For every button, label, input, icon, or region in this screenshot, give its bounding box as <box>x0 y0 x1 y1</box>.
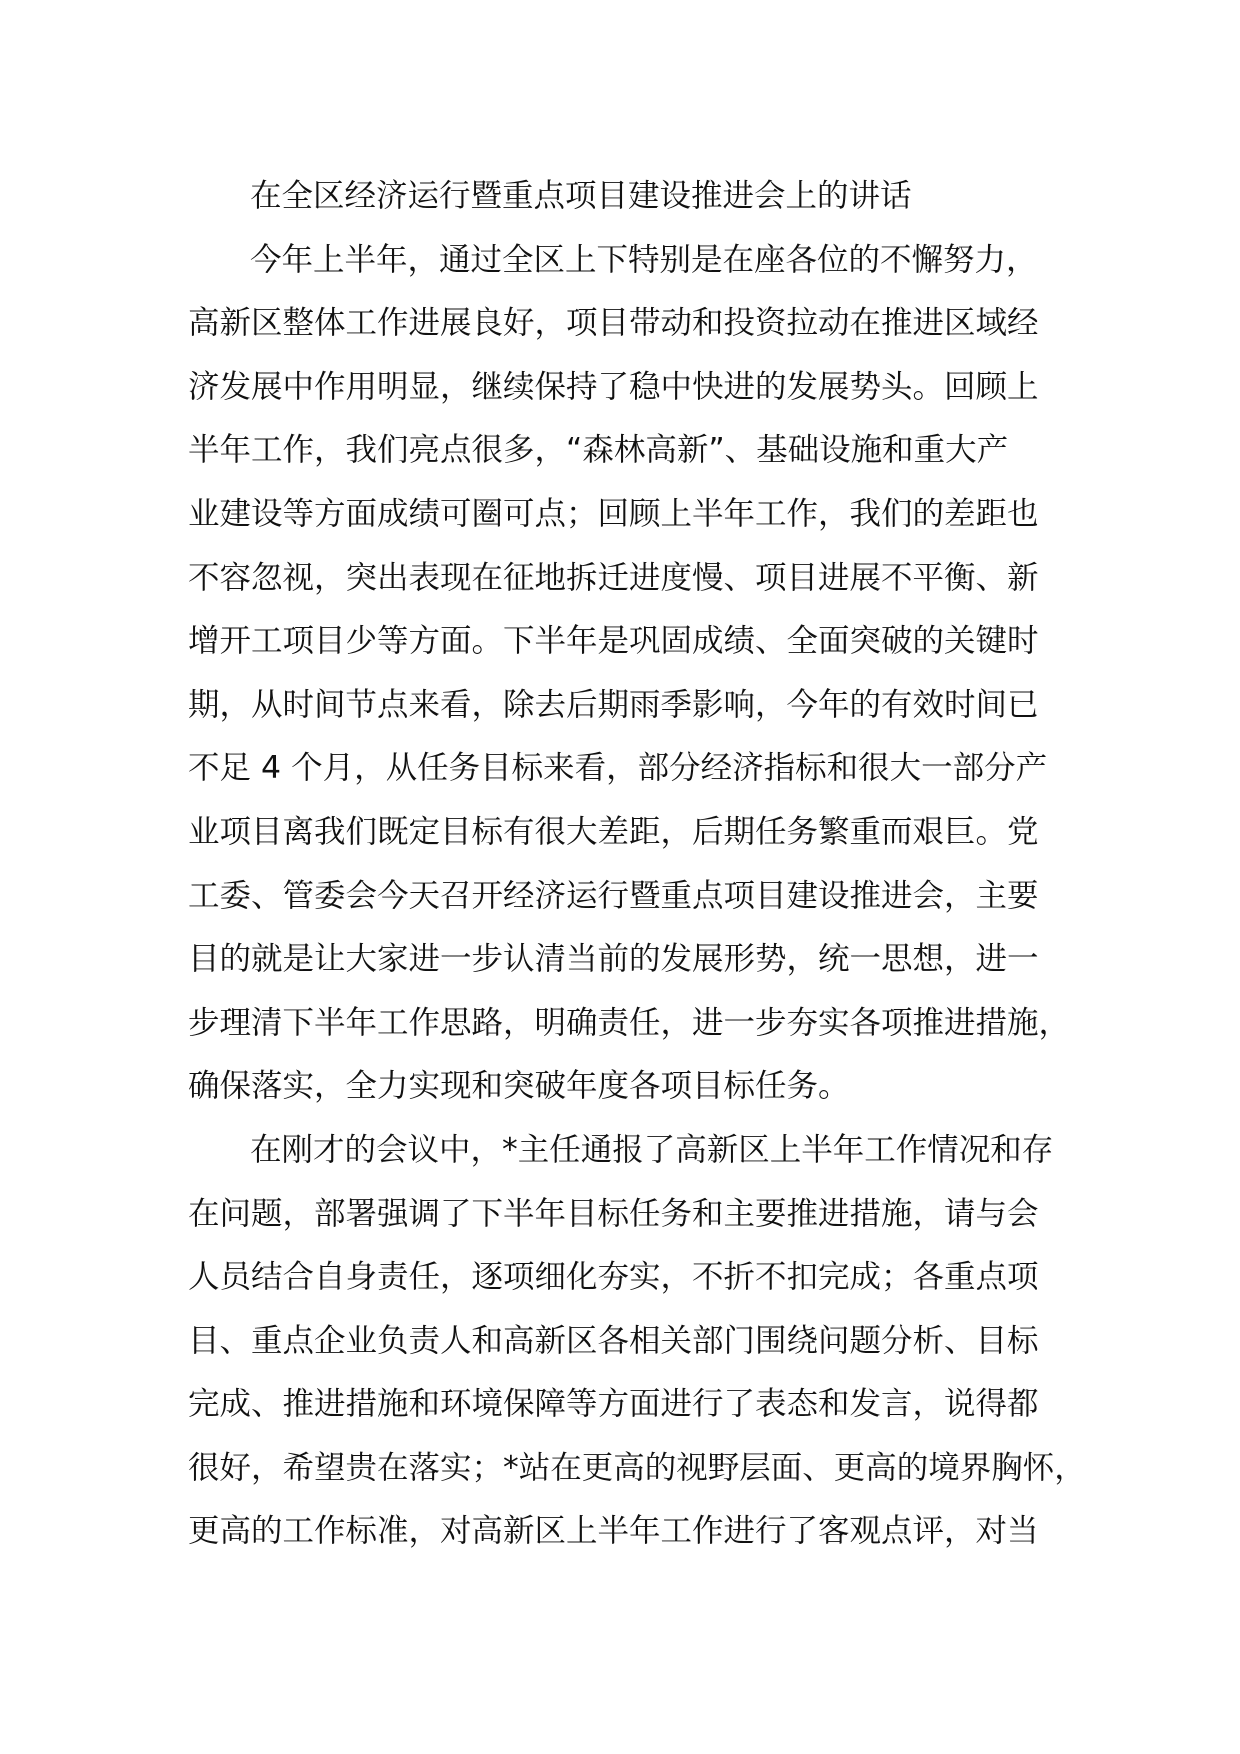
paragraph-line: 目的就是让大家进一步认清当前的发展形势，统一思想，进一 <box>188 941 1039 978</box>
paragraph-line: 增开工项目少等方面。下半年是巩固成绩、全面突破的关键时 <box>188 623 1039 660</box>
paragraph-2 <box>188 1119 1088 1564</box>
paragraph-line: 在刚才的会议中，*主任通报了高新区上半年工作情况和存 <box>250 1131 1054 1168</box>
paragraph-line: 确保落实，全力实现和突破年度各项目标任务。 <box>188 1068 850 1105</box>
document-page <box>188 165 1088 1564</box>
paragraph-line: 高新区整体工作进展良好，项目带动和投资拉动在推进区域经 <box>188 305 1039 342</box>
paragraph-line: 更高的工作标准，对高新区上半年工作进行了客观点评，对当 <box>188 1513 1039 1550</box>
paragraph-line: 在问题，部署强调了下半年目标任务和主要推进措施，请与会 <box>188 1195 1039 1232</box>
paragraph-line: 济发展中作用明显，继续保持了稳中快进的发展势头。回顾上 <box>188 368 1039 405</box>
paragraph-line: 完成、推进措施和环境保障等方面进行了表态和发言，说得都 <box>188 1386 1039 1423</box>
paragraph-1 <box>188 229 1088 1119</box>
paragraph-line: 期，从时间节点来看，除去后期雨季影响，今年的有效时间已 <box>188 686 1039 723</box>
paragraph-line: 很好，希望贵在落实；*站在更高的视野层面、更高的境界胸怀， <box>188 1449 1086 1486</box>
paragraph-line: 步理清下半年工作思路，明确责任，进一步夯实各项推进措施， <box>188 1004 1071 1041</box>
paragraph-line: 业项目离我们既定目标有很大差距，后期任务繁重而艰巨。党 <box>188 813 1039 850</box>
paragraph-line: 今年上半年，通过全区上下特别是在座各位的不懈努力， <box>250 241 1038 278</box>
paragraph-line: 工委、管委会今天召开经济运行暨重点项目建设推进会，主要 <box>188 877 1039 914</box>
paragraph-line: 人员结合自身责任，逐项细化夯实，不折不扣完成；各重点项 <box>188 1259 1039 1296</box>
document-title: 在全区经济运行暨重点项目建设推进会上的讲话 <box>250 178 912 214</box>
paragraph-line: 不容忽视，突出表现在征地拆迁进度慢、项目进展不平衡、新 <box>188 559 1039 596</box>
paragraph-line: 目、重点企业负责人和高新区各相关部门围绕问题分析、目标 <box>188 1322 1039 1359</box>
paragraph-line: 不足 4 个月，从任务目标来看，部分经济指标和很大一部分产 <box>188 750 1048 787</box>
paragraph-line: 半年工作，我们亮点很多，“森林高新”、基础设施和重大产 <box>188 432 1009 469</box>
paragraph-line: 业建设等方面成绩可圈可点；回顾上半年工作，我们的差距也 <box>188 495 1039 532</box>
